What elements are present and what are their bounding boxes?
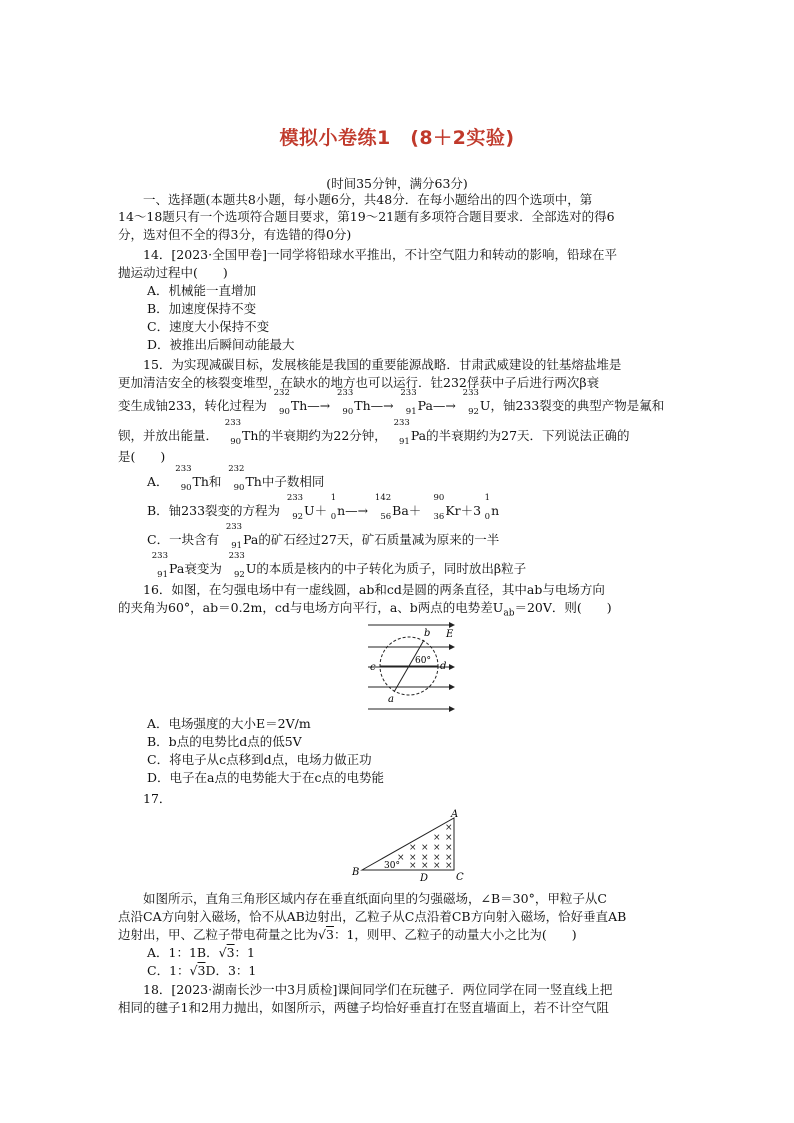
nuclide: 1 0 bbox=[330, 493, 337, 522]
q16-option-d: D．电子在a点的电势能大于在c点的电势能 bbox=[147, 770, 384, 785]
q17-number: 17． bbox=[143, 791, 172, 806]
q17-stem: 点沿CA方向射入磁场，恰不从AB边射出，乙粒子从C点沿着CB方向射入磁场，恰好垂直AB bbox=[118, 909, 627, 924]
field-cross: × bbox=[409, 853, 417, 863]
page-title: 模拟小卷练1 (8＋2实验) bbox=[279, 127, 515, 149]
q14-stem: 14．[2023·全国甲卷]一同学将铅球水平推出，不计空气阻力和转动的影响，铅球在平 bbox=[143, 247, 617, 262]
page-subtitle: (时间35分钟，满分63分) bbox=[326, 176, 468, 191]
field-cross: × bbox=[409, 861, 417, 871]
label-A: A bbox=[451, 809, 459, 820]
q18-stem: 相同的毽子1和2用力抛出，如图所示，两毽子均恰好垂直打在竖直墙面上，若不计空气阻 bbox=[118, 1000, 609, 1015]
q16-option-b: B．b点的电势比d点的低5V bbox=[147, 734, 302, 749]
nuclide: 233 92 bbox=[462, 388, 479, 417]
label-E: E bbox=[446, 629, 454, 640]
angle-label: 30° bbox=[384, 861, 400, 871]
nuclide: 233 90 bbox=[175, 464, 192, 493]
q15-option-c: C．一块含有 233 91 Pa的矿石经过27天，矿石质量减为原来的一半 bbox=[147, 522, 500, 551]
q17-triangle-figure bbox=[350, 808, 466, 882]
nuclide: 233 91 bbox=[225, 522, 243, 551]
section-intro-line: 14～18题只有一个选项符合题目要求，第19～21题有多项符合题目要求．全部选对的得6 bbox=[118, 209, 615, 224]
text: 变生成铀233，转化过程为 bbox=[118, 398, 267, 413]
nuclide: 142 56 bbox=[374, 493, 392, 522]
q16-stem: 的夹角为60°，ab＝0.2m，cd与电场方向平行，a、b两点的电势差$U_{ab}=20V$．则( ) bbox=[118, 600, 612, 619]
q17-options-cd: C．1：√3D．3：1 bbox=[147, 963, 257, 978]
nuclide: 233 91 bbox=[400, 388, 417, 417]
label-C: C bbox=[456, 872, 464, 882]
field-cross: × bbox=[421, 853, 429, 863]
field-cross: × bbox=[397, 853, 405, 863]
label-c: c bbox=[370, 662, 376, 673]
label-B: B bbox=[352, 867, 360, 878]
nuclide: 232 90 bbox=[273, 388, 290, 417]
field-cross: × bbox=[433, 853, 441, 863]
nuclide: 1 0 bbox=[484, 493, 491, 522]
label-D: D bbox=[420, 873, 429, 882]
nuclide: 233 90 bbox=[337, 388, 354, 417]
nuclide: 232 90 bbox=[228, 464, 245, 493]
q15-stem: 是( ) bbox=[118, 449, 166, 464]
q16-option-a: A．电场强度的大小E＝2V/m bbox=[147, 716, 311, 731]
angle-label: 60° bbox=[415, 656, 431, 666]
field-cross: × bbox=[433, 843, 441, 853]
nuclide: 233 92 bbox=[228, 551, 245, 580]
field-cross: × bbox=[445, 833, 453, 843]
q14-option-a: A．机械能一直增加 bbox=[147, 283, 257, 298]
label-b: b bbox=[424, 628, 431, 639]
nuclide: 233 92 bbox=[286, 493, 304, 522]
q15-stem: 更加清洁安全的核裂变堆型，在缺水的地方也可以运行．钍232俘获中子后进行两次β衰 bbox=[118, 375, 600, 390]
nuclide: 233 91 bbox=[393, 418, 410, 447]
q17-stem: 如图所示，直角三角形区域内存在垂直纸面向里的匀强磁场，∠B＝30°，甲粒子从C bbox=[143, 891, 607, 906]
field-cross: × bbox=[445, 843, 453, 853]
field-cross: × bbox=[421, 843, 429, 853]
field-cross: × bbox=[445, 861, 453, 871]
q15-stem-formula-line: 变生成铀233，转化过程为 232 90 Th—→ 233 90 Th—→ 233 91 Pa—→ 233 92 U，铀233裂变的典型产物是氟和 bbox=[118, 388, 665, 417]
nuclide: 233 91 bbox=[151, 551, 168, 580]
section-intro-line: 分，选对但不全的得3分，有选错的得0分) bbox=[118, 227, 352, 242]
label-d: d bbox=[440, 661, 447, 672]
magnetic-field-crosses bbox=[397, 823, 453, 871]
q14-option-b: B．加速度保持不变 bbox=[147, 301, 257, 316]
label-a: a bbox=[388, 694, 394, 705]
q14-option-d: D．被推出后瞬间动能最大 bbox=[147, 337, 295, 352]
q15-stem: 钡，并放出能量． 233 90 Th的半衰期约为22分钟， 233 91 Pa的半衰期约为27天．下列说法正确的 bbox=[118, 418, 630, 447]
q14-option-c: C．速度大小保持不变 bbox=[147, 319, 270, 334]
nuclide: 233 90 bbox=[224, 418, 242, 447]
q18-stem: 18．[2023·湖南长沙一中3月质检]课间同学们在玩毽子．两位同学在同一竖直线上把 bbox=[143, 982, 613, 997]
q16-stem: 16．如图，在匀强电场中有一虚线圆，ab和cd是圆的两条直径，其中ab与电场方向 bbox=[143, 582, 605, 597]
field-cross: × bbox=[433, 861, 441, 871]
q14-stem: 抛运动过程中( ) bbox=[118, 265, 228, 280]
q15-option-b: B．铀233裂变的方程为 233 92 U＋ 1 0 n—→ 142 56 Ba＋ 90 36 Kr＋3 1 0 n bbox=[147, 493, 500, 522]
field-cross: × bbox=[445, 823, 453, 833]
nuclide: 90 36 bbox=[433, 493, 445, 522]
q17-stem: 边射出，甲、乙粒子带电荷量之比为√3：1，则甲、乙粒子的动量大小之比为( ) bbox=[118, 927, 577, 942]
q15-stem: 15．为实现减碳目标，发展核能是我国的重要能源战略．甘肃武威建设的钍基熔盐堆是 bbox=[143, 357, 622, 372]
q16-option-c: C．将电子从c点移到d点，电场力做正功 bbox=[147, 752, 372, 767]
q16-field-figure bbox=[360, 618, 462, 714]
field-cross: × bbox=[433, 833, 441, 843]
field-cross: × bbox=[409, 843, 417, 853]
field-cross: × bbox=[445, 853, 453, 863]
q17-options-ab: A．1：1B．√3：1 bbox=[147, 945, 255, 960]
q15-option-d: 233 91 Pa衰变为 233 92 U的本质是核内的中子转化为质子，同时放出β粒子 bbox=[147, 560, 526, 577]
q15-option-a: A． 233 90 Th和 232 90 Th中子数相同 bbox=[147, 464, 325, 493]
section-intro-line: 一、选择题(本题共8小题，每小题6分，共48分．在每小题给出的四个选项中，第 bbox=[143, 192, 593, 207]
field-cross: × bbox=[421, 861, 429, 871]
